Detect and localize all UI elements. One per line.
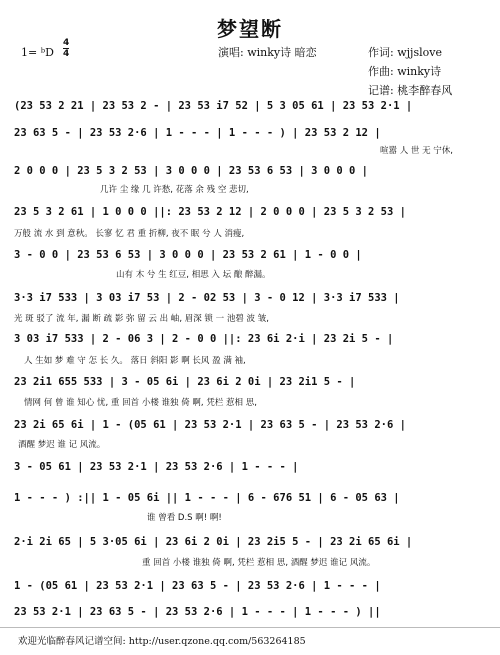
lyrics-row: 山有 木 兮 生 红豆, 相思 入 坛 酿 醉漏。 [116, 270, 271, 280]
notation-row: 23 2i 65 6i | 1 - (05 61 | 23 53 2·1 | 23 63 5 - | 23 53 2·6 | [14, 419, 406, 431]
notation-row: 1 - (05 61 | 23 53 2·1 | 23 63 5 - | 23 53 2·6 | 1 - - - | [14, 580, 381, 592]
notation-row: 3·3 i7 533 | 3 03 i7 53 | 2 - 02 53 | 3 - 0 12 | 3·3 i7 533 | [14, 292, 400, 304]
lyrics-row: 重 回首 小楼 谁独 倚 啊, 凭栏 惹相 思, 酒醒 梦迟 谁记 风流。 [142, 558, 376, 568]
lyrics-row: 人 生如 梦 难 守 怎 长 久。 落日 斜阳 影 啊 长风 盈 满 袖, [24, 356, 246, 366]
transcriber-credit: 记谱: 桃李醉春风 [368, 84, 453, 97]
time-signature [63, 38, 69, 59]
notation-row: 2 0 0 0 | 23 5 3 2 53 | 3 0 0 0 | 23 53 6 53 | 3 0 0 0 | [14, 165, 369, 177]
notation-row: 2·i 2i 65 | 5 3·05 6i | 23 6i 2 0i | 23 2i5 5 - | 23 2i 65 6i | [14, 536, 413, 548]
performer-line: 演唱: winky诗 暗恋 [218, 46, 317, 59]
notation-row: 23 5 3 2 61 | 1 0 0 0 ||: 23 53 2 12 | 2 0 0 0 | 23 5 3 2 53 | [14, 206, 406, 218]
time-signature-top: 4 [63, 38, 70, 48]
footer-divider [0, 627, 500, 628]
lyrics-row: 光 斑 驳了 流 年, 漏 断 疏 影 弥 留 云 出 岫, 眉深 锁 一 池碧 波 皱, [14, 314, 269, 324]
notation-row: 1 - - - ) :|| 1 - 05 6i || 1 - - - | 6 - 676 51 | 6 - 05 63 | [14, 492, 400, 504]
notation-row: 3 - 05 61 | 23 53 2·1 | 23 53 2·6 | 1 - - - | [14, 461, 299, 473]
lyrics-row: 万般 流 水 到 意秋。 长寥 忆 君 重 折柳, 夜不 眠 兮 人 消瘦, [14, 229, 245, 239]
footer-link-text[interactable]: 欢迎光临醉春风记谱空间: http://user.qzone.qq.com/563264185 [18, 636, 306, 647]
lyrics-row: 几许 尘 缘 几 许愁, 花落 余 残 空 悲切, [100, 185, 249, 195]
time-signature-bottom: 4 [63, 49, 70, 59]
lyrics-row: 喧嚣 人 世 无 宁休, [380, 146, 454, 156]
song-title: 梦望断 [217, 17, 283, 41]
notation-row: (23 53 2 21 | 23 53 2 - | 23 53 i7 52 | 5 3 05 61 | 23 53 2·1 | [14, 100, 413, 112]
lyrics-row: 情网 何 曾 谁 知心 忧, 重 回首 小楼 谁独 倚 啊, 凭栏 惹相 思, [24, 398, 257, 408]
notation-row: 3 03 i7 533 | 2 - 06 3 | 2 - 0 0 ||: 23 6i 2·i | 23 2i 5 - | [14, 333, 394, 345]
lyrics-row: 谁 曾看 D.S 啊! 啊! [147, 513, 222, 523]
notation-row: 23 53 2·1 | 23 63 5 - | 23 53 2·6 | 1 - - - | 1 - - - ) || [14, 606, 381, 618]
notation-row: 23 2i1 655 533 | 3 - 05 6i | 23 6i 2 0i | 23 2i1 5 - | [14, 376, 356, 388]
composer-credit: 作曲: winky诗 [368, 65, 442, 78]
key-signature: 1= ᵇD [21, 46, 54, 59]
lyrics-row: 酒醒 梦迟 谁 记 风流。 [18, 440, 106, 450]
lyricist-credit: 作词: wjjslove [368, 46, 442, 59]
notation-row: 23 63 5 - | 23 53 2·6 | 1 - - - | 1 - - - ) | 23 53 2 12 | [14, 127, 381, 139]
notation-row: 3 - 0 0 | 23 53 6 53 | 3 0 0 0 | 23 53 2 61 | 1 - 0 0 | [14, 249, 362, 261]
